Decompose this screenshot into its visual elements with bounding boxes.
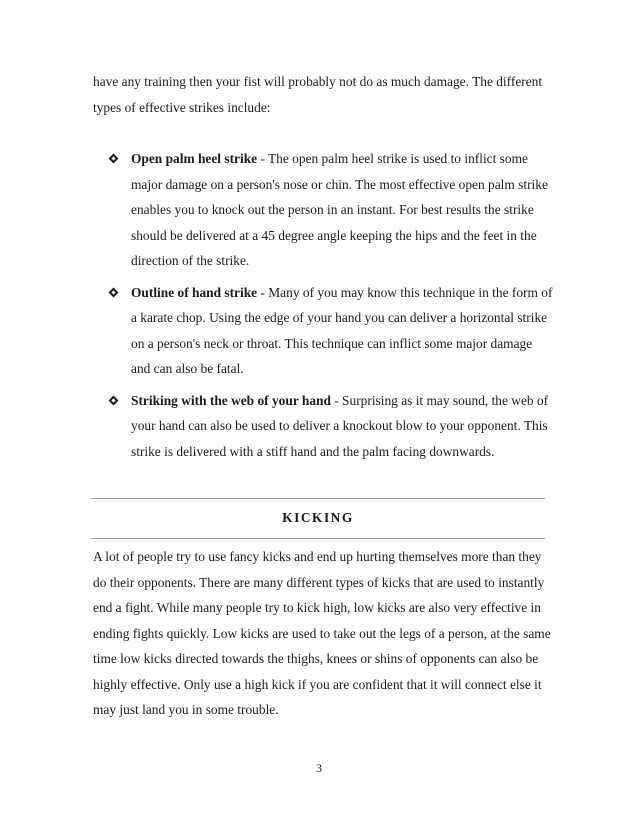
strike-term: Outline of hand strike xyxy=(131,284,258,300)
diamond-bullet-icon xyxy=(109,154,119,164)
strike-list xyxy=(93,146,553,470)
intro-paragraph: have any training then your fist will probably not do as much damage. The different types of effective strikes include: xyxy=(93,74,543,115)
diamond-bullet-icon xyxy=(109,287,119,297)
heading-bottom-divider xyxy=(91,538,545,539)
list-item-open-palm-heel-strike xyxy=(93,146,553,274)
section-heading: KICKING xyxy=(282,510,354,525)
kicking-paragraph: A lot of people try to use fancy kicks and end up hurting themselves more than they do their opponents. There are many different types of kicks that are used to instantly end a fight. While many people try to kick high, low kicks are also very effective in ending fights quickly. Low kicks are used to take out the legs of a person, at the same time low kicks directed towards the thighs, knees or shins of opponents can also be highly effective. Only use a high kick if you are confident that it will connect else it may just land you in some trouble. xyxy=(93,549,551,717)
heading-top-divider xyxy=(91,498,545,499)
list-item-web-of-hand-strike xyxy=(93,388,553,465)
page-number: 3 xyxy=(316,761,322,775)
strike-description: - Surprising as it may sound, the web of your hand can also be used to deliver a knockout blow to your opponent. This strike is delivered with a stiff hand and the palm facing downwards. xyxy=(131,392,549,459)
list-item-outline-of-hand-strike xyxy=(93,280,553,382)
strike-description: - The open palm heel strike is used to inflict some major damage on a person's nose or chin. The most effective open palm strike enables you to knock out the person in an instant. For best results the strike should be delivered at a 45 degree angle keeping the hips and the feet in the direction of the strike. xyxy=(131,151,548,268)
strike-term: Open palm heel strike xyxy=(131,151,258,166)
diamond-bullet-icon xyxy=(109,395,119,405)
strike-term: Striking with the web of your hand xyxy=(131,392,331,408)
strike-description: - Many of you may know this technique in the form of a karate chop. Using the edge of your hand you can deliver a horizontal strike on a person's neck or throat. This technique can inflict some major damage and can also be fatal. xyxy=(131,284,553,376)
